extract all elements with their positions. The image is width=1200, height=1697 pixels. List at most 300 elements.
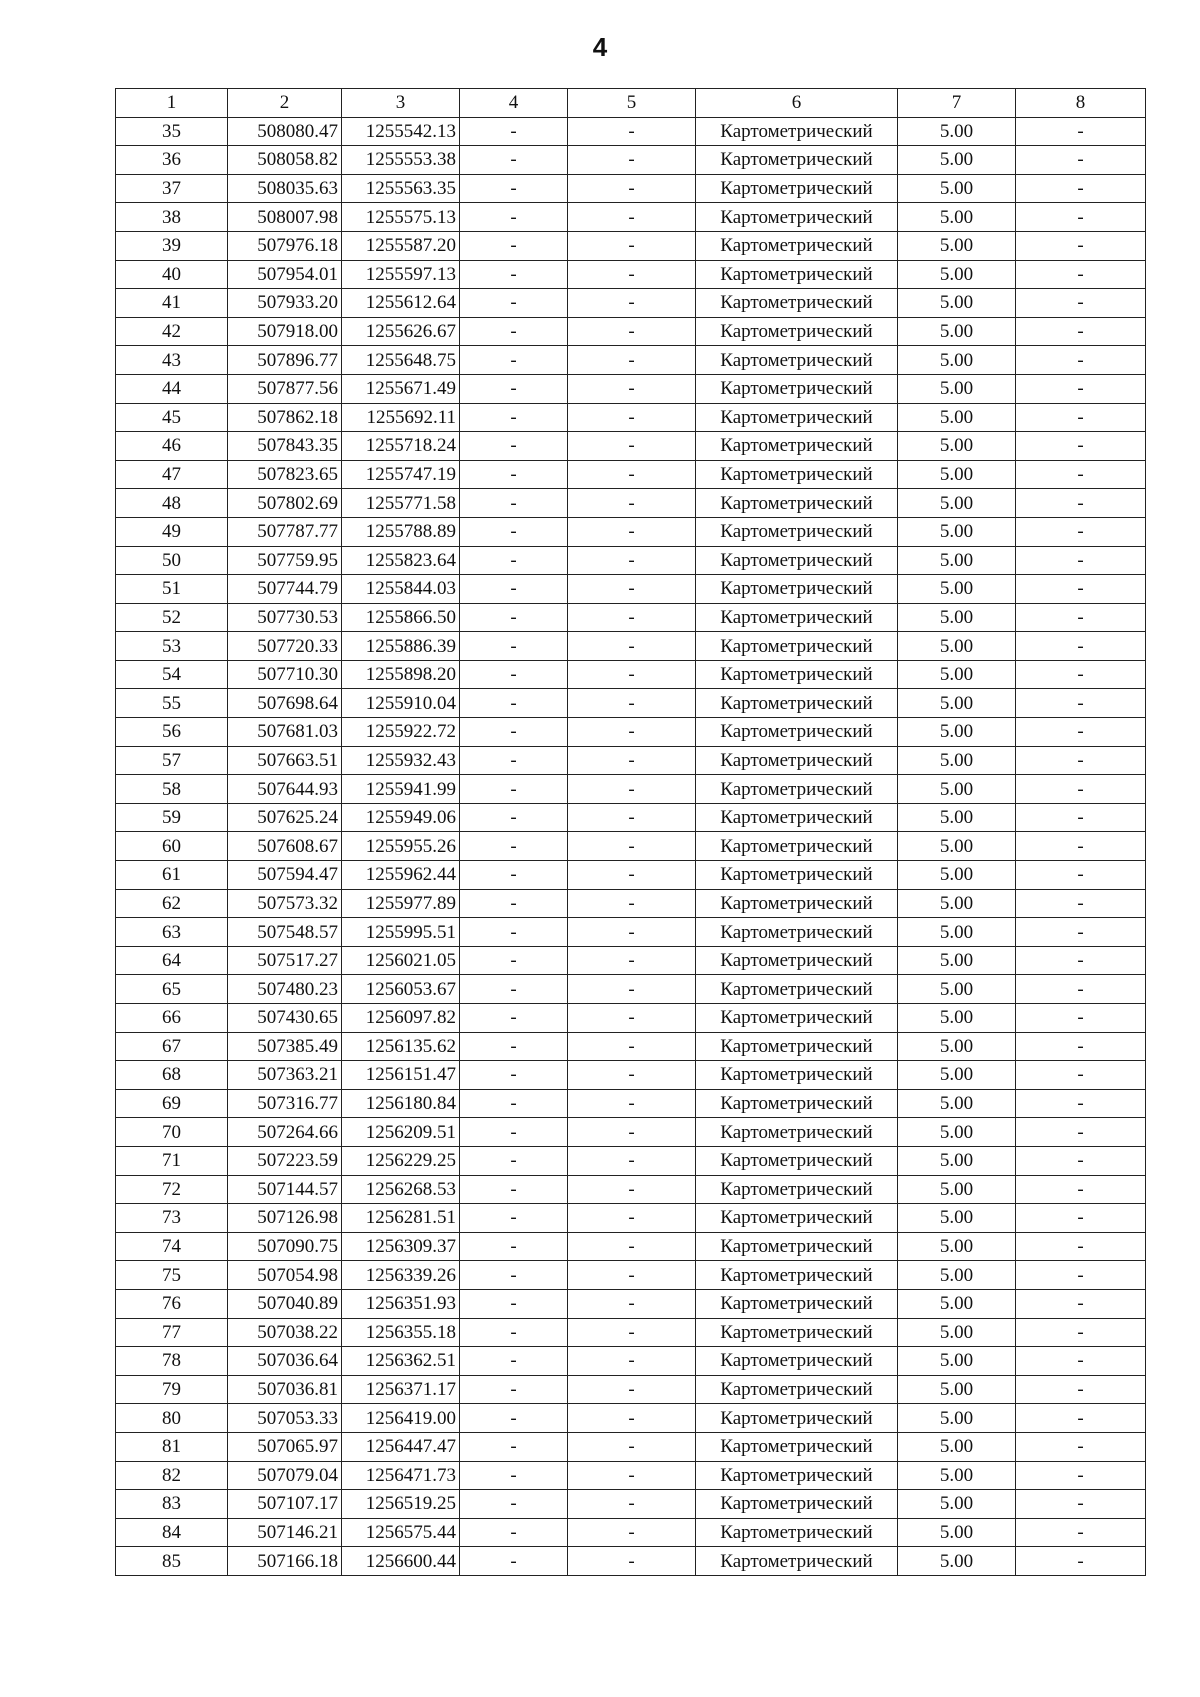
- column-5-cell: -: [568, 603, 696, 632]
- column-5-cell: -: [568, 1404, 696, 1433]
- column-4-cell: -: [460, 946, 568, 975]
- method-cell: Картометрический: [696, 1347, 898, 1376]
- x-coordinate-cell: 507036.64: [228, 1347, 342, 1376]
- column-5-cell: -: [568, 861, 696, 890]
- accuracy-cell: 5.00: [898, 1461, 1016, 1490]
- point-number-cell: 79: [116, 1375, 228, 1404]
- column-8-cell: -: [1016, 632, 1146, 661]
- column-4-cell: -: [460, 546, 568, 575]
- method-cell: Картометрический: [696, 346, 898, 375]
- x-coordinate-cell: 508035.63: [228, 174, 342, 203]
- point-number-cell: 59: [116, 803, 228, 832]
- y-coordinate-cell: 1255898.20: [342, 660, 460, 689]
- accuracy-cell: 5.00: [898, 1547, 1016, 1576]
- column-4-cell: -: [460, 1032, 568, 1061]
- method-cell: Картометрический: [696, 1375, 898, 1404]
- method-cell: Картометрический: [696, 1490, 898, 1519]
- accuracy-cell: 5.00: [898, 1404, 1016, 1433]
- header-cell: 1: [116, 89, 228, 118]
- table-row: [116, 432, 1146, 461]
- point-number-cell: 66: [116, 1004, 228, 1033]
- column-4-cell: -: [460, 231, 568, 260]
- y-coordinate-cell: 1255542.13: [342, 117, 460, 146]
- column-8-cell: -: [1016, 517, 1146, 546]
- column-5-cell: -: [568, 1347, 696, 1376]
- method-cell: Картометрический: [696, 146, 898, 175]
- column-8-cell: -: [1016, 1289, 1146, 1318]
- y-coordinate-cell: 1255563.35: [342, 174, 460, 203]
- accuracy-cell: 5.00: [898, 603, 1016, 632]
- point-number-cell: 85: [116, 1547, 228, 1576]
- table-row: [116, 889, 1146, 918]
- table-row: [116, 1004, 1146, 1033]
- column-5-cell: -: [568, 746, 696, 775]
- x-coordinate-cell: 507079.04: [228, 1461, 342, 1490]
- x-coordinate-cell: 507038.22: [228, 1318, 342, 1347]
- point-number-cell: 78: [116, 1347, 228, 1376]
- page-number: 4: [592, 32, 608, 62]
- column-8-cell: -: [1016, 403, 1146, 432]
- point-number-cell: 71: [116, 1146, 228, 1175]
- accuracy-cell: 5.00: [898, 660, 1016, 689]
- point-number-cell: 53: [116, 632, 228, 661]
- table-row: [116, 861, 1146, 890]
- column-8-cell: -: [1016, 289, 1146, 318]
- y-coordinate-cell: 1255844.03: [342, 575, 460, 604]
- point-number-cell: 39: [116, 231, 228, 260]
- table-row: [116, 1204, 1146, 1233]
- method-cell: Картометрический: [696, 1175, 898, 1204]
- column-4-cell: -: [460, 117, 568, 146]
- header-cell: 5: [568, 89, 696, 118]
- y-coordinate-cell: 1256209.51: [342, 1118, 460, 1147]
- accuracy-cell: 5.00: [898, 1261, 1016, 1290]
- method-cell: Картометрический: [696, 1232, 898, 1261]
- y-coordinate-cell: 1256021.05: [342, 946, 460, 975]
- table-row: [116, 260, 1146, 289]
- table-row: [116, 746, 1146, 775]
- column-8-cell: -: [1016, 1118, 1146, 1147]
- column-4-cell: -: [460, 889, 568, 918]
- x-coordinate-cell: 507918.00: [228, 317, 342, 346]
- y-coordinate-cell: 1256519.25: [342, 1490, 460, 1519]
- x-coordinate-cell: 507976.18: [228, 231, 342, 260]
- method-cell: Картометрический: [696, 689, 898, 718]
- column-4-cell: -: [460, 1289, 568, 1318]
- column-4-cell: -: [460, 374, 568, 403]
- method-cell: Картометрический: [696, 918, 898, 947]
- column-8-cell: -: [1016, 489, 1146, 518]
- method-cell: Картометрический: [696, 746, 898, 775]
- x-coordinate-cell: 507710.30: [228, 660, 342, 689]
- point-number-cell: 63: [116, 918, 228, 947]
- x-coordinate-cell: 507744.79: [228, 575, 342, 604]
- x-coordinate-cell: 507548.57: [228, 918, 342, 947]
- accuracy-cell: 5.00: [898, 289, 1016, 318]
- accuracy-cell: 5.00: [898, 260, 1016, 289]
- table-header-row: [116, 89, 1146, 118]
- column-8-cell: -: [1016, 432, 1146, 461]
- y-coordinate-cell: 1256135.62: [342, 1032, 460, 1061]
- table-row: [116, 203, 1146, 232]
- column-5-cell: -: [568, 1032, 696, 1061]
- point-number-cell: 41: [116, 289, 228, 318]
- x-coordinate-cell: 507264.66: [228, 1118, 342, 1147]
- method-cell: Картометрический: [696, 1518, 898, 1547]
- column-4-cell: -: [460, 1146, 568, 1175]
- accuracy-cell: 5.00: [898, 1118, 1016, 1147]
- column-5-cell: -: [568, 117, 696, 146]
- x-coordinate-cell: 507036.81: [228, 1375, 342, 1404]
- table-row: [116, 803, 1146, 832]
- column-8-cell: -: [1016, 1547, 1146, 1576]
- column-4-cell: -: [460, 1261, 568, 1290]
- y-coordinate-cell: 1256471.73: [342, 1461, 460, 1490]
- column-5-cell: -: [568, 403, 696, 432]
- x-coordinate-cell: 508007.98: [228, 203, 342, 232]
- x-coordinate-cell: 507663.51: [228, 746, 342, 775]
- column-4-cell: -: [460, 1318, 568, 1347]
- x-coordinate-cell: 507054.98: [228, 1261, 342, 1290]
- column-5-cell: -: [568, 432, 696, 461]
- column-8-cell: -: [1016, 1432, 1146, 1461]
- method-cell: Картометрический: [696, 1461, 898, 1490]
- point-number-cell: 56: [116, 718, 228, 747]
- x-coordinate-cell: 508080.47: [228, 117, 342, 146]
- table-row: [116, 546, 1146, 575]
- method-cell: Картометрический: [696, 460, 898, 489]
- y-coordinate-cell: 1256371.17: [342, 1375, 460, 1404]
- header-cell: 4: [460, 89, 568, 118]
- y-coordinate-cell: 1256600.44: [342, 1547, 460, 1576]
- point-number-cell: 58: [116, 775, 228, 804]
- column-8-cell: -: [1016, 1204, 1146, 1233]
- point-number-cell: 80: [116, 1404, 228, 1433]
- column-8-cell: -: [1016, 660, 1146, 689]
- point-number-cell: 64: [116, 946, 228, 975]
- point-number-cell: 72: [116, 1175, 228, 1204]
- accuracy-cell: 5.00: [898, 632, 1016, 661]
- x-coordinate-cell: 507430.65: [228, 1004, 342, 1033]
- x-coordinate-cell: 507787.77: [228, 517, 342, 546]
- accuracy-cell: 5.00: [898, 1204, 1016, 1233]
- y-coordinate-cell: 1255977.89: [342, 889, 460, 918]
- x-coordinate-cell: 507759.95: [228, 546, 342, 575]
- column-8-cell: -: [1016, 317, 1146, 346]
- column-5-cell: -: [568, 1089, 696, 1118]
- table-row: [116, 1146, 1146, 1175]
- accuracy-cell: 5.00: [898, 1518, 1016, 1547]
- table-row: [116, 174, 1146, 203]
- accuracy-cell: 5.00: [898, 775, 1016, 804]
- column-5-cell: -: [568, 146, 696, 175]
- column-4-cell: -: [460, 718, 568, 747]
- y-coordinate-cell: 1256309.37: [342, 1232, 460, 1261]
- column-5-cell: -: [568, 1204, 696, 1233]
- column-5-cell: -: [568, 1490, 696, 1519]
- table-row: [116, 1089, 1146, 1118]
- method-cell: Картометрический: [696, 174, 898, 203]
- table-row: [116, 1032, 1146, 1061]
- table-row: [116, 1404, 1146, 1433]
- table-row: [116, 1232, 1146, 1261]
- table-row: [116, 575, 1146, 604]
- y-coordinate-cell: 1255932.43: [342, 746, 460, 775]
- header-cell: 3: [342, 89, 460, 118]
- column-5-cell: -: [568, 1518, 696, 1547]
- column-4-cell: -: [460, 1175, 568, 1204]
- column-8-cell: -: [1016, 1518, 1146, 1547]
- column-5-cell: -: [568, 346, 696, 375]
- y-coordinate-cell: 1255910.04: [342, 689, 460, 718]
- accuracy-cell: 5.00: [898, 718, 1016, 747]
- column-8-cell: -: [1016, 1032, 1146, 1061]
- column-4-cell: -: [460, 260, 568, 289]
- table-row: [116, 660, 1146, 689]
- point-number-cell: 76: [116, 1289, 228, 1318]
- table-row: [116, 775, 1146, 804]
- column-5-cell: -: [568, 317, 696, 346]
- x-coordinate-cell: 507040.89: [228, 1289, 342, 1318]
- y-coordinate-cell: 1256339.26: [342, 1261, 460, 1290]
- column-8-cell: -: [1016, 231, 1146, 260]
- x-coordinate-cell: 507090.75: [228, 1232, 342, 1261]
- table-body: [116, 117, 1146, 1575]
- column-4-cell: -: [460, 775, 568, 804]
- column-8-cell: -: [1016, 861, 1146, 890]
- y-coordinate-cell: 1256281.51: [342, 1204, 460, 1233]
- column-8-cell: -: [1016, 1004, 1146, 1033]
- method-cell: Картометрический: [696, 403, 898, 432]
- x-coordinate-cell: 507802.69: [228, 489, 342, 518]
- column-4-cell: -: [460, 489, 568, 518]
- column-8-cell: -: [1016, 346, 1146, 375]
- column-4-cell: -: [460, 1461, 568, 1490]
- y-coordinate-cell: 1255949.06: [342, 803, 460, 832]
- point-number-cell: 82: [116, 1461, 228, 1490]
- point-number-cell: 37: [116, 174, 228, 203]
- table-row: [116, 975, 1146, 1004]
- table-row: [116, 289, 1146, 318]
- table-row: [116, 1432, 1146, 1461]
- y-coordinate-cell: 1256180.84: [342, 1089, 460, 1118]
- method-cell: Картометрический: [696, 1404, 898, 1433]
- column-5-cell: -: [568, 231, 696, 260]
- method-cell: Картометрический: [696, 1089, 898, 1118]
- accuracy-cell: 5.00: [898, 117, 1016, 146]
- table-row: [116, 1318, 1146, 1347]
- table-row: [116, 1375, 1146, 1404]
- column-4-cell: -: [460, 975, 568, 1004]
- column-4-cell: -: [460, 689, 568, 718]
- column-4-cell: -: [460, 746, 568, 775]
- table-row: [116, 460, 1146, 489]
- y-coordinate-cell: 1255597.13: [342, 260, 460, 289]
- header-cell: 6: [696, 89, 898, 118]
- column-4-cell: -: [460, 346, 568, 375]
- x-coordinate-cell: 507385.49: [228, 1032, 342, 1061]
- column-5-cell: -: [568, 460, 696, 489]
- y-coordinate-cell: 1256229.25: [342, 1146, 460, 1175]
- column-4-cell: -: [460, 1432, 568, 1461]
- column-8-cell: -: [1016, 975, 1146, 1004]
- x-coordinate-cell: 507625.24: [228, 803, 342, 832]
- column-8-cell: -: [1016, 689, 1146, 718]
- method-cell: Картометрический: [696, 546, 898, 575]
- point-number-cell: 43: [116, 346, 228, 375]
- accuracy-cell: 5.00: [898, 432, 1016, 461]
- method-cell: Картометрический: [696, 803, 898, 832]
- method-cell: Картометрический: [696, 775, 898, 804]
- accuracy-cell: 5.00: [898, 546, 1016, 575]
- method-cell: Картометрический: [696, 832, 898, 861]
- point-number-cell: 52: [116, 603, 228, 632]
- column-4-cell: -: [460, 460, 568, 489]
- y-coordinate-cell: 1256151.47: [342, 1061, 460, 1090]
- column-8-cell: -: [1016, 1175, 1146, 1204]
- column-4-cell: -: [460, 289, 568, 318]
- accuracy-cell: 5.00: [898, 918, 1016, 947]
- column-5-cell: -: [568, 946, 696, 975]
- y-coordinate-cell: 1255922.72: [342, 718, 460, 747]
- accuracy-cell: 5.00: [898, 1146, 1016, 1175]
- column-4-cell: -: [460, 1232, 568, 1261]
- x-coordinate-cell: 507896.77: [228, 346, 342, 375]
- column-8-cell: -: [1016, 746, 1146, 775]
- table-row: [116, 346, 1146, 375]
- column-4-cell: -: [460, 803, 568, 832]
- table-row: [116, 403, 1146, 432]
- y-coordinate-cell: 1255575.13: [342, 203, 460, 232]
- table-row: [116, 603, 1146, 632]
- column-8-cell: -: [1016, 1375, 1146, 1404]
- x-coordinate-cell: 507363.21: [228, 1061, 342, 1090]
- accuracy-cell: 5.00: [898, 1175, 1016, 1204]
- column-5-cell: -: [568, 546, 696, 575]
- column-4-cell: -: [460, 1118, 568, 1147]
- column-8-cell: -: [1016, 1404, 1146, 1433]
- column-8-cell: -: [1016, 1061, 1146, 1090]
- point-number-cell: 73: [116, 1204, 228, 1233]
- point-number-cell: 54: [116, 660, 228, 689]
- method-cell: Картометрический: [696, 1118, 898, 1147]
- x-coordinate-cell: 507573.32: [228, 889, 342, 918]
- method-cell: Картометрический: [696, 861, 898, 890]
- x-coordinate-cell: 507954.01: [228, 260, 342, 289]
- x-coordinate-cell: 507144.57: [228, 1175, 342, 1204]
- y-coordinate-cell: 1255955.26: [342, 832, 460, 861]
- column-4-cell: -: [460, 918, 568, 947]
- column-5-cell: -: [568, 1318, 696, 1347]
- x-coordinate-cell: 508058.82: [228, 146, 342, 175]
- point-number-cell: 62: [116, 889, 228, 918]
- table-row: [116, 632, 1146, 661]
- x-coordinate-cell: 507594.47: [228, 861, 342, 890]
- point-number-cell: 81: [116, 1432, 228, 1461]
- table-row: [116, 1261, 1146, 1290]
- column-5-cell: -: [568, 889, 696, 918]
- y-coordinate-cell: 1255747.19: [342, 460, 460, 489]
- accuracy-cell: 5.00: [898, 1432, 1016, 1461]
- accuracy-cell: 5.00: [898, 489, 1016, 518]
- table-row: [116, 117, 1146, 146]
- x-coordinate-cell: 507720.33: [228, 632, 342, 661]
- column-4-cell: -: [460, 632, 568, 661]
- method-cell: Картометрический: [696, 632, 898, 661]
- y-coordinate-cell: 1255995.51: [342, 918, 460, 947]
- header-cell: 8: [1016, 89, 1146, 118]
- table-row: [116, 689, 1146, 718]
- y-coordinate-cell: 1256362.51: [342, 1347, 460, 1376]
- column-8-cell: -: [1016, 946, 1146, 975]
- point-number-cell: 69: [116, 1089, 228, 1118]
- method-cell: Картометрический: [696, 231, 898, 260]
- point-number-cell: 83: [116, 1490, 228, 1519]
- method-cell: Картометрический: [696, 1261, 898, 1290]
- column-4-cell: -: [460, 1404, 568, 1433]
- x-coordinate-cell: 507107.17: [228, 1490, 342, 1519]
- column-5-cell: -: [568, 803, 696, 832]
- column-5-cell: -: [568, 632, 696, 661]
- accuracy-cell: 5.00: [898, 889, 1016, 918]
- table-row: [116, 1175, 1146, 1204]
- table-row: [116, 517, 1146, 546]
- x-coordinate-cell: 507730.53: [228, 603, 342, 632]
- table-row: [116, 918, 1146, 947]
- point-number-cell: 48: [116, 489, 228, 518]
- accuracy-cell: 5.00: [898, 832, 1016, 861]
- column-5-cell: -: [568, 260, 696, 289]
- column-4-cell: -: [460, 832, 568, 861]
- column-8-cell: -: [1016, 203, 1146, 232]
- y-coordinate-cell: 1255866.50: [342, 603, 460, 632]
- column-8-cell: -: [1016, 174, 1146, 203]
- table-row: [116, 1289, 1146, 1318]
- y-coordinate-cell: 1256355.18: [342, 1318, 460, 1347]
- point-number-cell: 42: [116, 317, 228, 346]
- y-coordinate-cell: 1256575.44: [342, 1518, 460, 1547]
- point-number-cell: 65: [116, 975, 228, 1004]
- y-coordinate-cell: 1255788.89: [342, 517, 460, 546]
- method-cell: Картометрический: [696, 260, 898, 289]
- accuracy-cell: 5.00: [898, 231, 1016, 260]
- table-row: [116, 231, 1146, 260]
- column-4-cell: -: [460, 1004, 568, 1033]
- x-coordinate-cell: 507517.27: [228, 946, 342, 975]
- method-cell: Картометрический: [696, 1146, 898, 1175]
- table-row: [116, 1547, 1146, 1576]
- method-cell: Картометрический: [696, 517, 898, 546]
- column-8-cell: -: [1016, 803, 1146, 832]
- point-number-cell: 60: [116, 832, 228, 861]
- column-5-cell: -: [568, 1289, 696, 1318]
- accuracy-cell: 5.00: [898, 1004, 1016, 1033]
- method-cell: Картометрический: [696, 660, 898, 689]
- method-cell: Картометрический: [696, 1318, 898, 1347]
- accuracy-cell: 5.00: [898, 374, 1016, 403]
- column-4-cell: -: [460, 203, 568, 232]
- y-coordinate-cell: 1255941.99: [342, 775, 460, 804]
- column-4-cell: -: [460, 660, 568, 689]
- point-number-cell: 50: [116, 546, 228, 575]
- column-4-cell: -: [460, 861, 568, 890]
- column-8-cell: -: [1016, 460, 1146, 489]
- point-number-cell: 49: [116, 517, 228, 546]
- column-5-cell: -: [568, 489, 696, 518]
- method-cell: Картометрический: [696, 432, 898, 461]
- column-5-cell: -: [568, 289, 696, 318]
- method-cell: Картометрический: [696, 1547, 898, 1576]
